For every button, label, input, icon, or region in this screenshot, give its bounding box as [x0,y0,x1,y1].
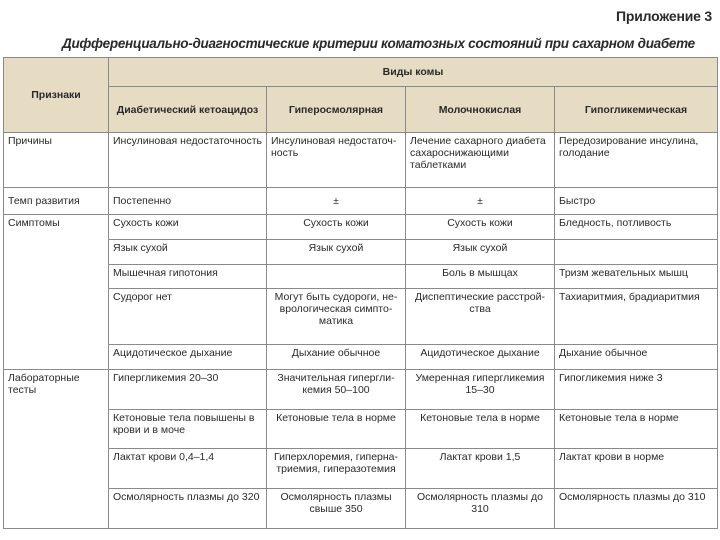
header-signs: Признаки [4,58,109,133]
table-row [4,489,718,529]
header-type-ketoacidosis: Диабетический кетоацидоз [109,87,267,133]
table-cell: Бледность, потливость [555,215,718,240]
page-title: Дифференциально-диагностические критерии коматозных состояний при сахарном диабете [62,36,695,51]
row-label-labs: Лабораторные тесты [4,370,109,529]
table-cell: Гиперхлоремия, гипернатриемия, гиперазотемия [267,449,406,489]
table-cell: Лактат крови 1,5 [406,449,555,489]
table-cell: Диспептические расстройства [406,289,555,345]
table-cell: Кетоновые тела в норме [267,410,406,449]
table-cell: Постепенно [109,188,267,215]
table-row [4,215,718,240]
table-cell: Судорог нет [109,289,267,345]
table-row [4,410,718,449]
table-cell: Кетоновые тела в норме [555,410,718,449]
table-cell: Значительная гипергликемия 50–100 [267,370,406,410]
table-cell: Лечение сахарного диабета сахароснижающими таблетками [406,133,555,188]
table-cell: Тахиаритмия, брадиаритмия [555,289,718,345]
table-cell: Гипергликемия 20–30 [109,370,267,410]
table-row [4,370,718,410]
table-cell: Осмолярность плазмы до 310 [555,489,718,529]
table-cell: Язык сухой [109,240,267,265]
row-label-tempo: Темп развития [4,188,109,215]
table-cell: Кетоновые тела повышены в крови и в моче [109,410,267,449]
table-cell: Боль в мышцах [406,265,555,289]
table-cell [555,240,718,265]
table-cell: Осмолярность плазмы свыше 350 [267,489,406,529]
diagnostic-table [3,57,718,529]
header-type-lactic: Молочнокислая [406,87,555,133]
table-cell: Сухость кожи [406,215,555,240]
table-cell: Гипогликемия ниже 3 [555,370,718,410]
table-cell: Мышечная гипотония [109,265,267,289]
table-row [4,265,718,289]
table-cell: Лактат крови в норме [555,449,718,489]
table-cell: Умеренная гипергликемия 15–30 [406,370,555,410]
table-cell: Дыхание обычное [267,345,406,370]
table-cell: ± [267,188,406,215]
table-cell: Передозирование инсулина, голодание [555,133,718,188]
table-row [4,449,718,489]
table-cell: Осмолярность плазмы до 310 [406,489,555,529]
table-cell: Сухость кожи [109,215,267,240]
table-cell [267,265,406,289]
table-cell: Сухость кожи [267,215,406,240]
header-type-hyperosmolar: Гиперосмолярная [267,87,406,133]
table-row [4,289,718,345]
row-label-causes: Причины [4,133,109,188]
table-cell: Тризм жевательных мышц [555,265,718,289]
table-cell: ± [406,188,555,215]
table-row [4,345,718,370]
table-row [4,240,718,265]
table-cell: Ацидотическое дыхание [109,345,267,370]
table-cell: Дыхание обычное [555,345,718,370]
table-cell: Лактат крови 0,4–1,4 [109,449,267,489]
table-cell: Инсулиновая недостаточность [109,133,267,188]
table-cell: Осмолярность плазмы до 320 [109,489,267,529]
header-type-hypoglycemic: Гипогликемическая [555,87,718,133]
table-cell: Язык сухой [267,240,406,265]
table-cell: Могут быть судороги, неврологическая симптоматика [267,289,406,345]
table-cell: Язык сухой [406,240,555,265]
header-coma-types: Виды комы [109,58,718,87]
row-label-symptoms: Симптомы [4,215,109,370]
table-cell: Кетоновые тела в норме [406,410,555,449]
table-cell: Ацидотическое дыхание [406,345,555,370]
appendix-label: Приложение 3 [616,8,712,24]
table-cell: Инсулиновая недостаточность [267,133,406,188]
table-row [4,188,718,215]
table-row [4,133,718,188]
table-cell: Быстро [555,188,718,215]
